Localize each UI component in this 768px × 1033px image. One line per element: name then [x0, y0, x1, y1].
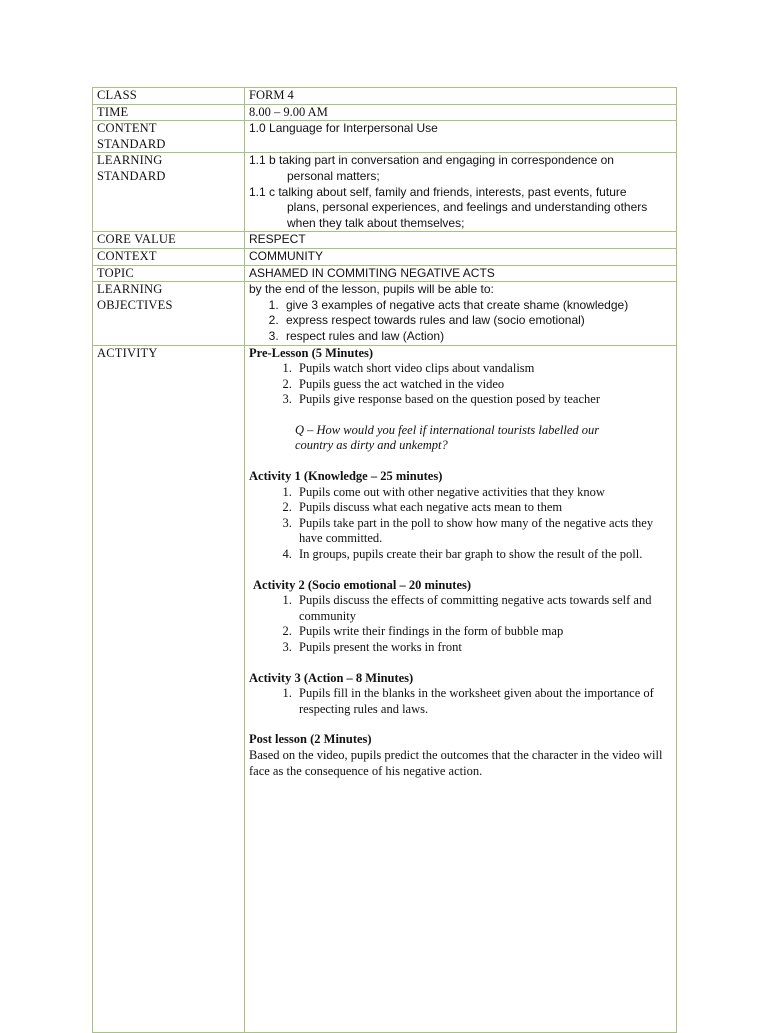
activity-2-item: 1. Pupils discuss the effects of committing negative acts towards self and community [295, 593, 672, 624]
value-time: 8.00 – 9.00 AM [245, 104, 677, 121]
activity-1-heading: Activity 1 (Knowledge – 25 minutes) [249, 469, 443, 484]
activity-1-item: 3. Pupils take part in the poll to show how many of the negative acts they have committed. [295, 516, 672, 547]
value-context: COMMUNITY [245, 248, 677, 265]
label-learning-standard-line1: LEARNING [97, 153, 163, 168]
row-content-standard [93, 121, 677, 153]
value-activity [245, 345, 677, 1032]
activity-1-list [249, 485, 672, 563]
pre-lesson-item: 2. Pupils guess the act watched in the video [295, 377, 672, 393]
label-time: TIME [93, 104, 245, 121]
activity-1-item: 4. In groups, pupils create their bar graph to show the result of the poll. [295, 547, 672, 563]
row-context [93, 248, 677, 265]
activity-2-item: 3. Pupils present the works in front [295, 640, 672, 656]
label-content-standard-line1: CONTENT [97, 121, 157, 136]
question-line1: Q – How would you feel if international tourists labelled our [295, 422, 600, 437]
post-lesson-text: Based on the video, pupils predict the outcomes that the character in the video will face as the consequence of his negative action. [249, 747, 663, 778]
pre-lesson-list [249, 361, 672, 408]
value-learning-standard [245, 153, 677, 232]
lesson-plan-table [92, 87, 677, 1033]
objective-item: 3. respect rules and law (Action) [282, 329, 672, 345]
value-topic: ASHAMED IN COMMITING NEGATIVE ACTS [245, 265, 677, 282]
row-topic [93, 265, 677, 282]
value-learning-objectives [245, 282, 677, 345]
row-learning-standard [93, 153, 677, 232]
label-learning-objectives-line1: LEARNING [97, 282, 163, 297]
activity-3-item: 1. Pupils fill in the blanks in the worksheet given about the importance of respecting rules and laws. [295, 686, 672, 717]
pre-lesson-item: 3. Pupils give response based on the question posed by teacher [295, 392, 672, 408]
objectives-intro: by the end of the lesson, pupils will be able to: [249, 282, 494, 297]
pre-lesson-heading: Pre-Lesson (5 Minutes) [249, 345, 374, 360]
activity-1-item: 1. Pupils come out with other negative activities that they know [295, 485, 672, 501]
spacer [249, 454, 672, 469]
objectives-list [249, 298, 672, 345]
pre-lesson-item: 1. Pupils watch short video clips about vandalism [295, 361, 672, 377]
label-class: CLASS [93, 88, 245, 105]
value-class: FORM 4 [245, 88, 677, 105]
activity-3-list [249, 686, 672, 717]
label-content-standard [93, 121, 245, 153]
spacer [249, 717, 672, 732]
post-lesson-heading: Post lesson (2 Minutes) [249, 732, 372, 747]
question-line2: country as dirty and unkempt? [295, 438, 448, 453]
label-learning-standard-line2: STANDARD [97, 168, 166, 183]
activity-2-list [249, 593, 672, 655]
row-core-value [93, 232, 677, 249]
row-activity [93, 345, 677, 1032]
learning-standard-1c-cont2: when they talk about themselves; [287, 215, 465, 230]
activity-2-heading: Activity 2 (Socio emotional – 20 minutes) [253, 577, 472, 592]
spacer [249, 408, 672, 423]
learning-standard-1c-cont1: plans, personal experiences, and feelings and understanding others [287, 200, 648, 215]
objective-item: 1. give 3 examples of negative acts that create shame (knowledge) [282, 298, 672, 314]
label-activity: ACTIVITY [93, 345, 245, 1032]
label-context: CONTEXT [93, 248, 245, 265]
objective-item: 2. express respect towards rules and law (socio emotional) [282, 313, 672, 329]
activity-2-item: 2. Pupils write their findings in the form of bubble map [295, 624, 672, 640]
label-core-value: CORE VALUE [93, 232, 245, 249]
activity-1-item: 2. Pupils discuss what each negative acts mean to them [295, 500, 672, 516]
label-learning-objectives-line2: OBJECTIVES [97, 297, 173, 312]
activity-3-heading: Activity 3 (Action – 8 Minutes) [249, 670, 414, 685]
learning-standard-1b-cont: personal matters; [287, 168, 380, 183]
row-learning-objectives [93, 282, 677, 345]
label-learning-standard [93, 153, 245, 232]
label-content-standard-line2: STANDARD [97, 136, 166, 151]
label-learning-objectives [93, 282, 245, 345]
row-time [93, 104, 677, 121]
row-class [93, 88, 677, 105]
spacer [249, 656, 672, 671]
label-topic: TOPIC [93, 265, 245, 282]
value-content-standard: 1.0 Language for Interpersonal Use [245, 121, 677, 153]
learning-standard-1c: 1.1 c talking about self, family and friends, interests, past events, future [249, 184, 627, 199]
learning-standard-1b: 1.1 b taking part in conversation and engaging in correspondence on [249, 153, 614, 168]
value-core-value: RESPECT [245, 232, 677, 249]
spacer [249, 563, 672, 578]
